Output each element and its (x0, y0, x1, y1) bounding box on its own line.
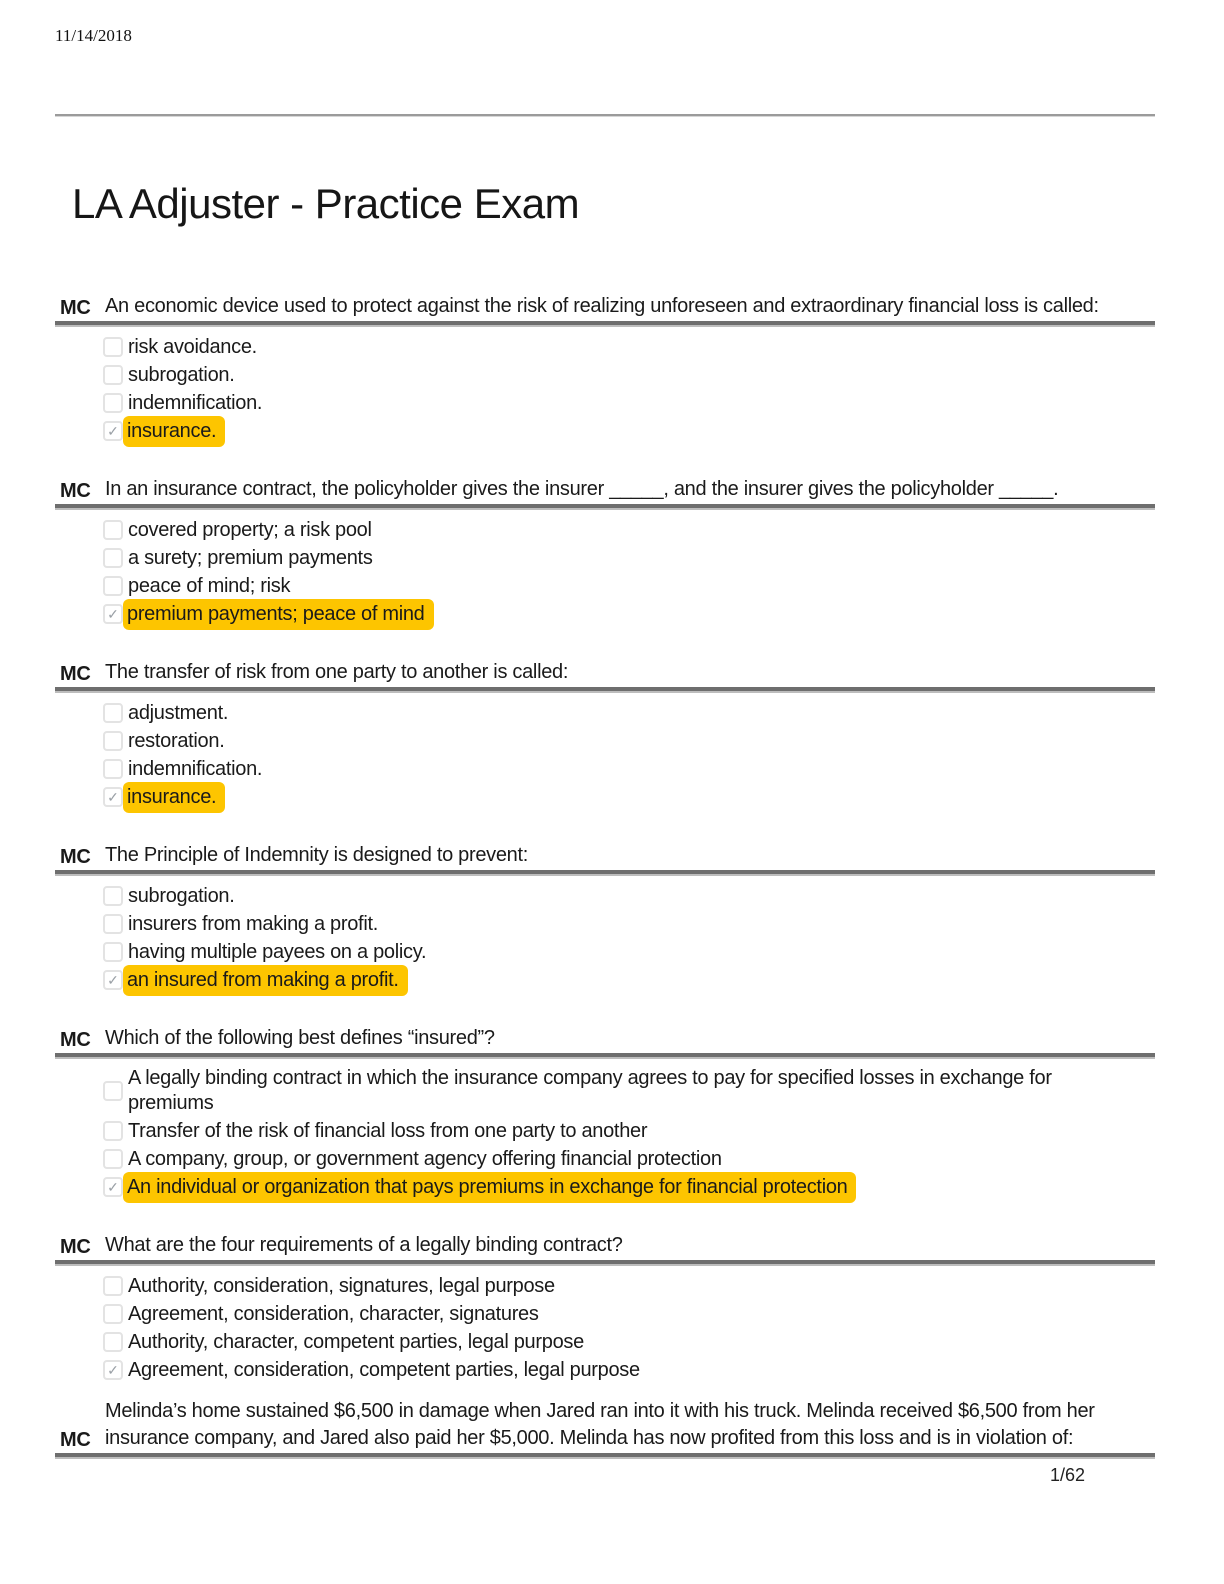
unchecked-checkbox-icon[interactable] (103, 393, 123, 413)
unchecked-checkbox-icon[interactable] (103, 1149, 123, 1169)
answer-option[interactable] (103, 572, 1155, 600)
answer-option[interactable] (103, 783, 1155, 811)
question-block (55, 276, 1155, 445)
question-block (55, 1398, 1155, 1457)
checked-checkbox-icon[interactable]: ✓ (103, 787, 123, 807)
question-text: What are the four requirements of a legally binding contract? (105, 1234, 623, 1256)
unchecked-checkbox-icon[interactable] (103, 1276, 123, 1296)
answer-option[interactable] (103, 389, 1155, 417)
print-header-date: 11/14/2018 (55, 26, 132, 45)
option-label: peace of mind; risk (128, 574, 291, 597)
page-number: 1/62 (1049, 1465, 1085, 1485)
answer-option[interactable] (103, 882, 1155, 910)
checked-checkbox-icon[interactable]: ✓ (103, 1360, 123, 1380)
options-list (55, 874, 1155, 994)
question-row (55, 1398, 1155, 1457)
answer-option[interactable] (103, 417, 1155, 445)
question-block (55, 642, 1155, 811)
option-label: A legally binding contract in which the insurance company agrees to pay for specified losses in exchange for premiums (128, 1067, 1052, 1114)
unchecked-checkbox-icon[interactable] (103, 942, 123, 962)
option-label: Transfer of the risk of financial loss from one party to another (128, 1119, 648, 1142)
unchecked-checkbox-icon[interactable] (103, 886, 123, 906)
option-label: Authority, consideration, signatures, legal purpose (128, 1274, 555, 1297)
question-text: Which of the following best defines “insured”? (105, 1027, 495, 1049)
option-label: Agreement, consideration, competent parties, legal purpose (128, 1358, 640, 1381)
option-label: indemnification. (128, 391, 263, 414)
question-type-label: MC (60, 1429, 91, 1451)
question-row (55, 825, 1155, 874)
unchecked-checkbox-icon[interactable] (103, 914, 123, 934)
answer-option[interactable] (103, 600, 1155, 628)
option-label: A company, group, or government agency offering financial protection (128, 1147, 722, 1170)
unchecked-checkbox-icon[interactable] (103, 1332, 123, 1352)
question-block (55, 825, 1155, 994)
options-list (55, 691, 1155, 811)
question-block (55, 1215, 1155, 1384)
option-label: Authority, character, competent parties, legal purpose (128, 1330, 584, 1353)
question-row (55, 276, 1155, 325)
unchecked-checkbox-icon[interactable] (103, 703, 123, 723)
option-label: subrogation. (128, 363, 235, 386)
option-label: having multiple payees on a policy. (128, 940, 427, 963)
question-block (55, 1008, 1155, 1201)
option-label: risk avoidance. (128, 335, 257, 358)
answer-option[interactable] (103, 1272, 1155, 1300)
question-type-label: MC (60, 480, 91, 502)
option-label: subrogation. (128, 884, 235, 907)
option-label: indemnification. (128, 757, 263, 780)
unchecked-checkbox-icon[interactable] (103, 731, 123, 751)
question-row (55, 1215, 1155, 1264)
option-label: Agreement, consideration, character, signatures (128, 1302, 539, 1325)
question-type-label: MC (60, 297, 91, 319)
unchecked-checkbox-icon[interactable] (103, 337, 123, 357)
question-row (55, 459, 1155, 508)
header-divider (55, 114, 1155, 116)
question-block (55, 459, 1155, 628)
question-type-label: MC (60, 1236, 91, 1258)
options-list (55, 508, 1155, 628)
question-text: An economic device used to protect against the risk of realizing unforeseen and extraordinary financial loss is called: (105, 295, 1099, 317)
question-row (55, 642, 1155, 691)
unchecked-checkbox-icon[interactable] (103, 1081, 123, 1101)
options-list (55, 1057, 1155, 1201)
answer-option[interactable] (103, 361, 1155, 389)
option-label: covered property; a risk pool (128, 518, 372, 541)
unchecked-checkbox-icon[interactable] (103, 520, 123, 540)
answer-option[interactable] (103, 727, 1155, 755)
option-label-highlighted: An individual or organization that pays premiums in exchange for financial protection (123, 1172, 856, 1203)
unchecked-checkbox-icon[interactable] (103, 759, 123, 779)
answer-option[interactable] (103, 544, 1155, 572)
unchecked-checkbox-icon[interactable] (103, 1121, 123, 1141)
answer-option[interactable] (103, 938, 1155, 966)
question-type-label: MC (60, 1029, 91, 1051)
question-text: The transfer of risk from one party to another is called: (105, 661, 569, 683)
option-label-highlighted: an insured from making a profit. (123, 965, 408, 996)
option-label-highlighted: premium payments; peace of mind (123, 599, 434, 630)
answer-option[interactable] (103, 910, 1155, 938)
answer-option[interactable] (103, 1328, 1155, 1356)
question-type-label: MC (60, 846, 91, 868)
option-label: insurers from making a profit. (128, 912, 378, 935)
option-label: adjustment. (128, 701, 229, 724)
question-text: Melinda’s home sustained $6,500 in damage when Jared ran into it with his truck. Melinda received $6,500 from her insurance company, and Jared also paid her $5,000. Melinda has now profited from this loss and is in violation of: (105, 1400, 1095, 1449)
answer-option[interactable] (103, 966, 1155, 994)
answer-option[interactable] (103, 1173, 1155, 1201)
answer-option[interactable] (103, 516, 1155, 544)
unchecked-checkbox-icon[interactable] (103, 576, 123, 596)
question-text: The Principle of Indemnity is designed to prevent: (105, 844, 529, 866)
page-title: LA Adjuster - Practice Exam (72, 180, 580, 227)
answer-option[interactable] (103, 1145, 1155, 1173)
options-list (55, 1264, 1155, 1384)
option-label-highlighted: insurance. (123, 416, 225, 447)
option-label-highlighted: insurance. (123, 782, 225, 813)
answer-option[interactable] (103, 1300, 1155, 1328)
unchecked-checkbox-icon[interactable] (103, 365, 123, 385)
answer-option[interactable] (103, 333, 1155, 361)
checked-checkbox-icon[interactable]: ✓ (103, 970, 123, 990)
option-label: restoration. (128, 729, 225, 752)
options-list (55, 325, 1155, 445)
unchecked-checkbox-icon[interactable] (103, 1304, 123, 1324)
answer-option[interactable] (103, 1356, 1155, 1384)
unchecked-checkbox-icon[interactable] (103, 548, 123, 568)
question-row (55, 1008, 1155, 1057)
question-text: In an insurance contract, the policyholder gives the insurer _____, and the insurer gives the policyholder _____. (105, 478, 1059, 500)
checked-checkbox-icon[interactable]: ✓ (103, 1177, 123, 1197)
answer-option[interactable] (103, 755, 1155, 783)
checked-checkbox-icon[interactable]: ✓ (103, 604, 123, 624)
answer-option[interactable] (103, 1117, 1155, 1145)
question-list (55, 276, 1155, 1457)
question-type-label: MC (60, 663, 91, 685)
option-label: a surety; premium payments (128, 546, 373, 569)
checked-checkbox-icon[interactable]: ✓ (103, 421, 123, 441)
answer-option[interactable] (103, 1065, 1155, 1117)
answer-option[interactable] (103, 699, 1155, 727)
